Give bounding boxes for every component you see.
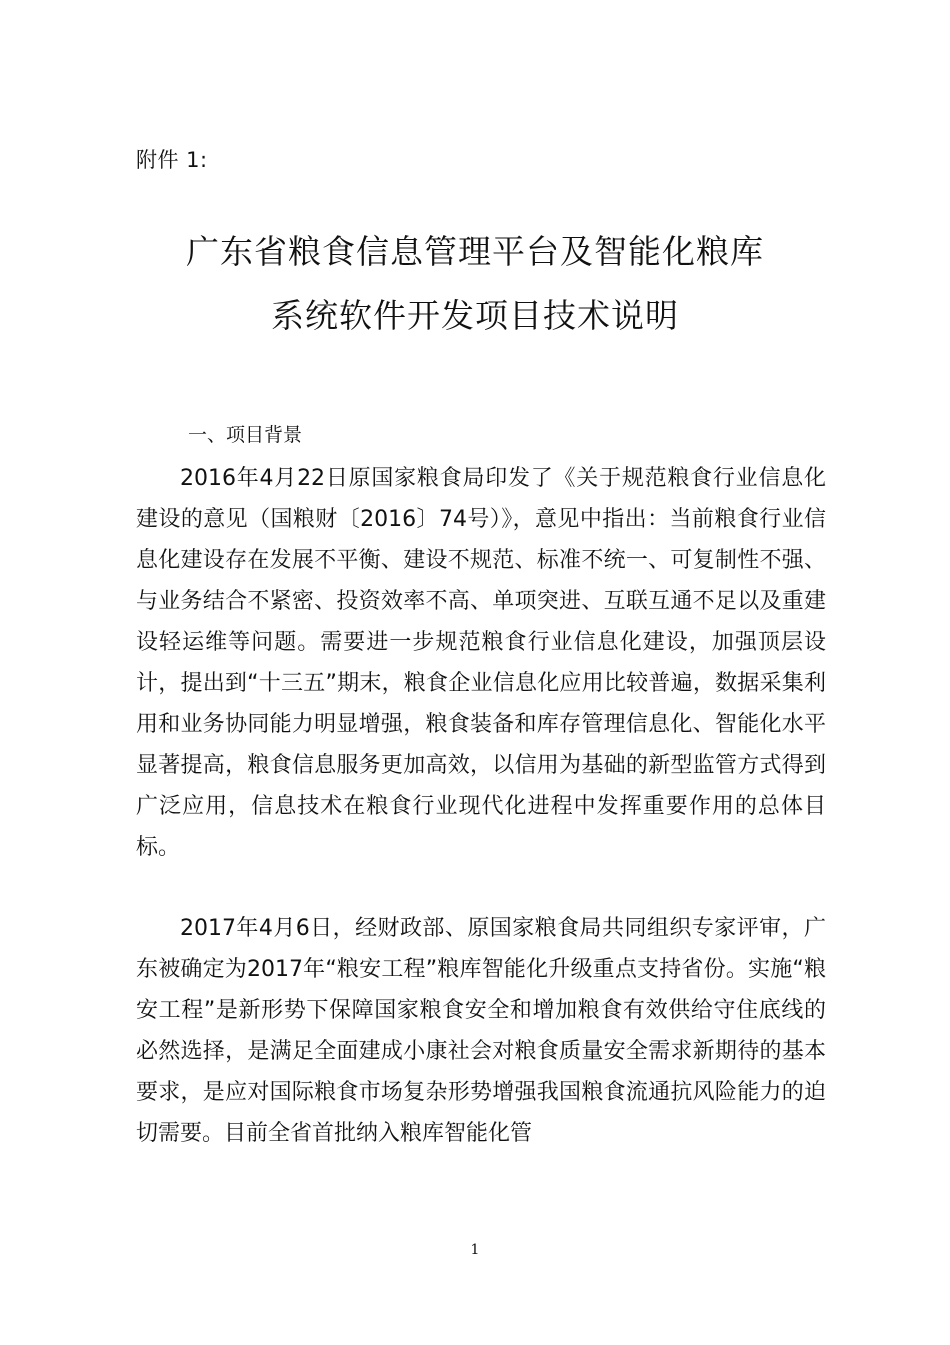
paragraph-2: 2017年4月6日，经财政部、原国家粮食局共同组织专家评审，广东被确定为2017年“粮安工程”粮库智能化升级重点支持省份。实施“粮安工程”是新形势下保障国家粮食安全和增加粮食有效供给守住底线的必然选择，是满足全面建成小康社会对粮食质量安全需求新期待的基本要求，是应对国际粮食市场复杂形势增强我国粮食流通抗风险能力的迫切需要。目前全省首批纳入粮库智能化管 — [136, 916, 826, 1146]
document-title-line-2: 系统软件开发项目技术说明 — [271, 296, 679, 335]
attachment-label: 附件 1: — [136, 148, 208, 172]
document-title-line-1: 广东省粮食信息管理平台及智能化粮库 — [186, 232, 764, 271]
page-number: 1 — [470, 1242, 480, 1258]
paragraph-1: 2016年4月22日原国家粮食局印发了《关于规范粮食行业信息化建设的意见（国粮财〔2016〕74号）》，意见中指出：当前粮食行业信息化建设存在发展不平衡、建设不规范、标准不统一、可复制性不强、与业务结合不紧密、投资效率不高、单项突进、互联互通不足以及重建设轻运维等问题。需要进一步规范粮食行业信息化建设，加强顶层设计，提出到“十三五”期末，粮食企业信息化应用比较普遍，数据采集利用和业务协同能力明显增强，粮食装备和库存管理信息化、智能化水平显著提高，粮食信息服务更加高效，以信用为基础的新型监管方式得到广泛应用，信息技术在粮食行业现代化进程中发挥重要作用的总体目标。 — [136, 466, 826, 860]
section-heading-project-background: 一、项目背景 — [188, 424, 303, 446]
